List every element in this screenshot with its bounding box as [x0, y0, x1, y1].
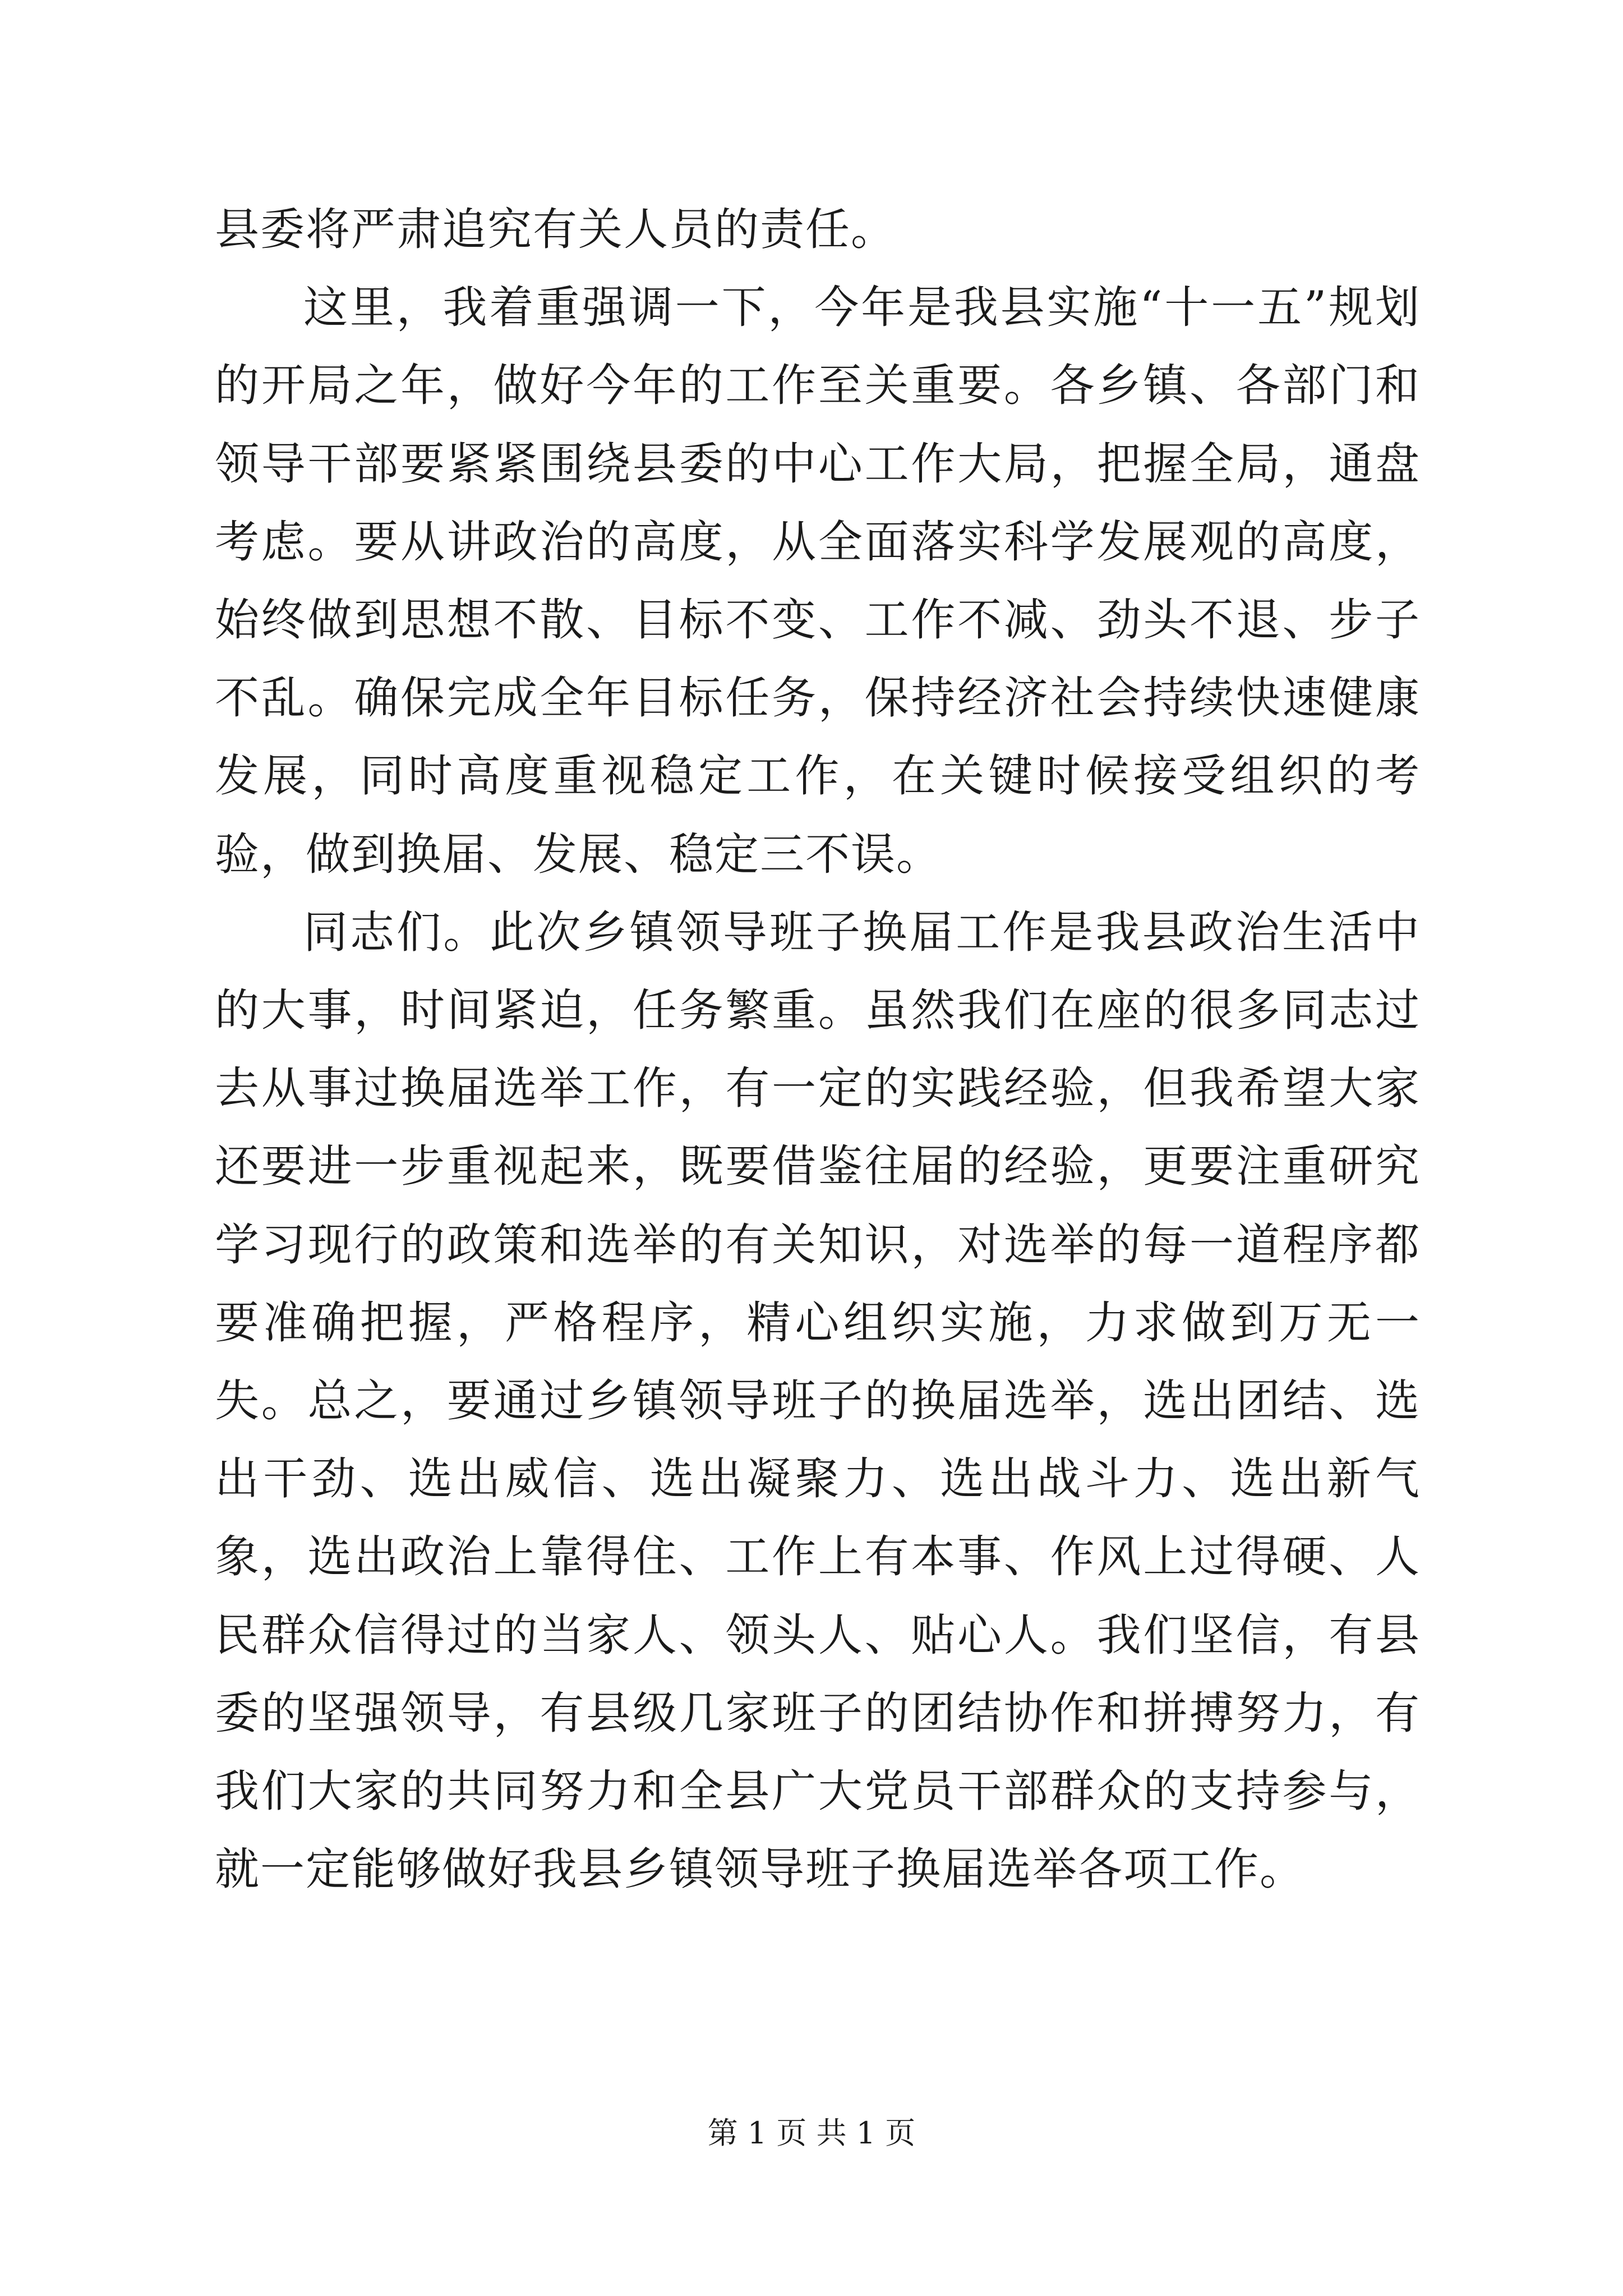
document-body	[215, 191, 1421, 1908]
paragraph-emphasis: 这里，我着重强调一下，今年是我县实施“十一五”规划的开局之年，做好今年的工作至关重要。各乡镇、各部门和领导干部要紧紧围绕县委的中心工作大局，把握全局，通盘考虑。要从讲政治的高度，从全面落实科学发展观的高度，始终做到思想不散、目标不变、工作不减、劲头不退、步子不乱。确保完成全年目标任务，保持经济社会持续快速健康发展，同时高度重视稳定工作，在关键时候接受组织的考验，做到换届、发展、稳定三不误。	[215, 282, 1421, 880]
page-number-footer: 第 1 页 共 1 页	[707, 2115, 916, 2151]
paragraph-continuation: 县委将严肃追究有关人员的责任。	[215, 204, 896, 255]
paragraph-closing: 同志们。此次乡镇领导班子换届工作是我县政治生活中的大事，时间紧迫，任务繁重。虽然我们在座的很多同志过去从事过换届选举工作，有一定的实践经验，但我希望大家还要进一步重视起来，既要借鉴往届的经验，更要注重研究学习现行的政策和选举的有关知识，对选举的每一道程序都要准确把握，严格程序，精心组织实施，力求做到万无一失。总之，要通过乡镇领导班子的换届选举，选出团结、选出干劲、选出威信、选出凝聚力、选出战斗力、选出新气象，选出政治上靠得住、工作上有本事、作风上过得硬、人民群众信得过的当家人、领头人、贴心人。我们坚信，有县委的坚强领导，有县级几家班子的团结协作和拼搏努力，有我们大家的共同努力和全县广大党员干部群众的支持参与，就一定能够做好我县乡镇领导班子换届选举各项工作。	[215, 906, 1421, 1895]
